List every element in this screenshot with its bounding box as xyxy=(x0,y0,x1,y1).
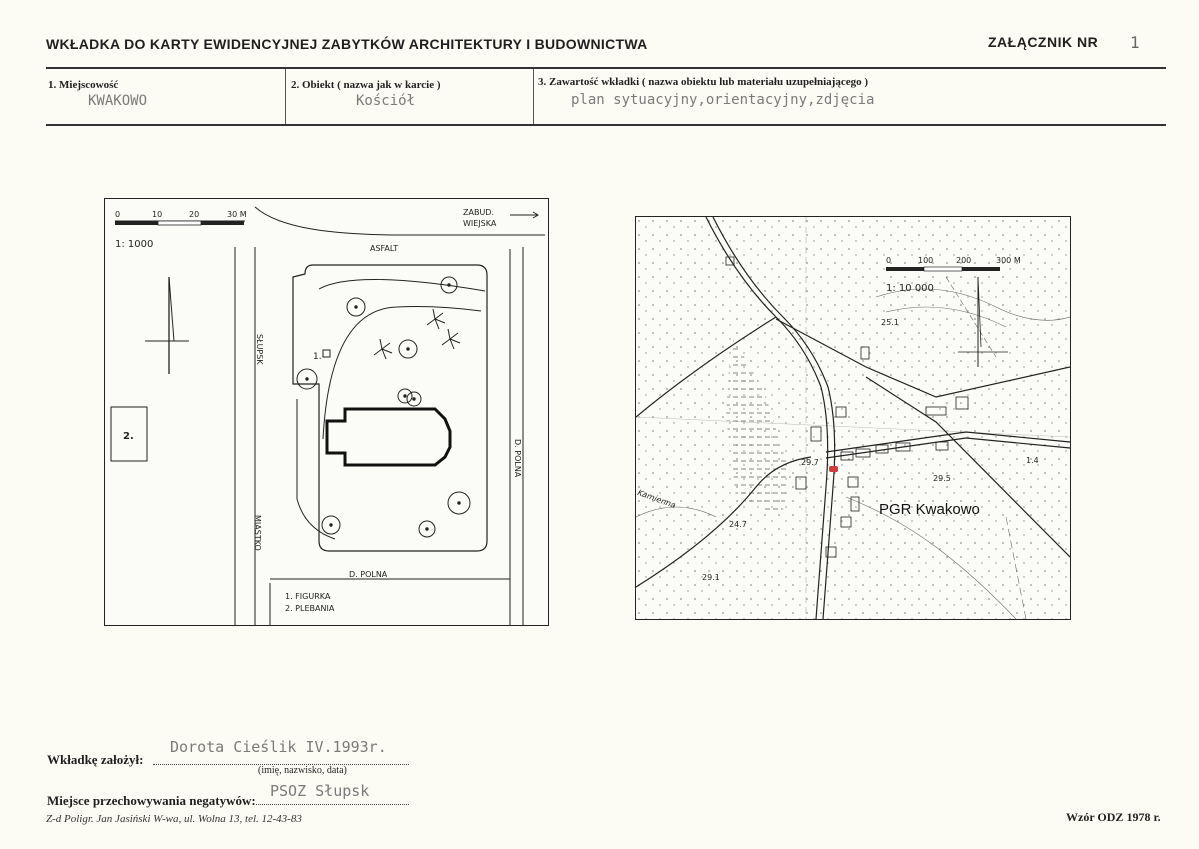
field-object-label: 2. Obiekt ( nazwa jak w karcie ) xyxy=(291,79,441,91)
site-plan-panel xyxy=(104,198,549,626)
field-location-label: 1. Miejscowość xyxy=(48,79,119,91)
annex-number: 1 xyxy=(1130,33,1140,52)
elevation-6: 1.4 xyxy=(1026,456,1039,465)
tree-icons xyxy=(297,277,470,537)
figurka-square xyxy=(323,350,330,357)
topo-scale-tick-300: 300 M xyxy=(996,256,1021,265)
elevation-3: 29.5 xyxy=(933,474,951,483)
elevation-1: 25.1 xyxy=(881,318,899,327)
topo-map-drawing xyxy=(636,217,1070,619)
site-scale-tick-20: 20 xyxy=(189,210,200,219)
site-scale-tick-30: 30 M xyxy=(227,210,247,219)
church-location-marker xyxy=(829,466,838,472)
printer-imprint: Z-d Poligr. Jan Jasiński W-wa, ul. Wolna 13, tel. 12-43-83 xyxy=(46,813,302,825)
top-rule xyxy=(46,67,1166,69)
elevation-5: 29.1 xyxy=(702,573,720,582)
negatives-value: PSOZ Słupsk xyxy=(270,782,370,800)
label-zabud: ZABUD. xyxy=(463,208,494,217)
legend-figurka: 1. FIGURKA xyxy=(285,592,331,601)
site-plan-drawing xyxy=(105,199,548,625)
label-slupsk: SŁUPSK xyxy=(255,334,264,365)
fields-bottom-rule xyxy=(46,124,1166,126)
label-polna-bottom: D. POLNA xyxy=(349,570,388,579)
topo-scale-ratio: 1: 10 000 xyxy=(886,283,934,294)
founder-value: Dorota Cieślik IV.1993r. xyxy=(170,738,387,756)
label-miastko: MIASTKO xyxy=(253,515,262,551)
field-object-value: Kościół xyxy=(356,93,416,109)
legend-plebania: 2. PLEBANIA xyxy=(285,604,335,613)
negatives-label: Miejsce przechowywania negatywów: xyxy=(47,793,256,808)
negatives-dotted-line xyxy=(256,804,409,805)
terrain-texture xyxy=(636,217,1070,619)
field-content-label: 3. Zawartość wkładki ( nazwa obiektu lub materiału uzupełniającego ) xyxy=(538,76,869,88)
elevation-4: 24.7 xyxy=(729,520,747,529)
church-outline xyxy=(327,409,450,465)
site-scale-ratio: 1: 1000 xyxy=(115,239,154,250)
topo-scale-tick-100: 100 xyxy=(918,256,934,265)
marker-figurka: 1. xyxy=(313,352,322,362)
label-wiejska: WIEJSKA xyxy=(463,219,497,228)
field-separator-2 xyxy=(533,69,534,124)
site-scale-tick-10: 10 xyxy=(152,210,163,219)
founder-hint: (imię, nazwisko, data) xyxy=(258,765,347,776)
site-plan-scale-bar xyxy=(115,210,247,225)
founder-label: Wkładkę założył: xyxy=(47,752,144,767)
annex-label: ZAŁĄCZNIK NR xyxy=(988,34,1099,50)
field-separator-1 xyxy=(285,69,286,124)
topo-scale-tick-0: 0 xyxy=(886,256,892,265)
site-scale-tick-0: 0 xyxy=(115,210,121,219)
field-location-value: KWAKOWO xyxy=(88,93,148,109)
label-polna-side: D. POLNA xyxy=(513,439,522,478)
topo-scale-tick-200: 200 xyxy=(956,256,972,265)
north-arrow-icon xyxy=(145,277,189,374)
place-name: PGR Kwakowo xyxy=(879,501,980,518)
elevation-2: 29.7 xyxy=(801,458,819,467)
form-model: Wzór ODZ 1978 r. xyxy=(1066,810,1161,824)
inset-marker: 2. xyxy=(123,431,134,442)
topo-map-panel xyxy=(635,216,1071,620)
label-asfalt: ASFALT xyxy=(370,244,399,253)
field-content-value: plan sytuacyjny,orientacyjny,zdjęcia xyxy=(571,92,875,108)
form-title: WKŁADKA DO KARTY EWIDENCYJNEJ ZABYTKÓW ARCHITEKTURY I BUDOWNICTWA xyxy=(46,36,648,52)
river-name: Kamienna xyxy=(636,488,677,511)
